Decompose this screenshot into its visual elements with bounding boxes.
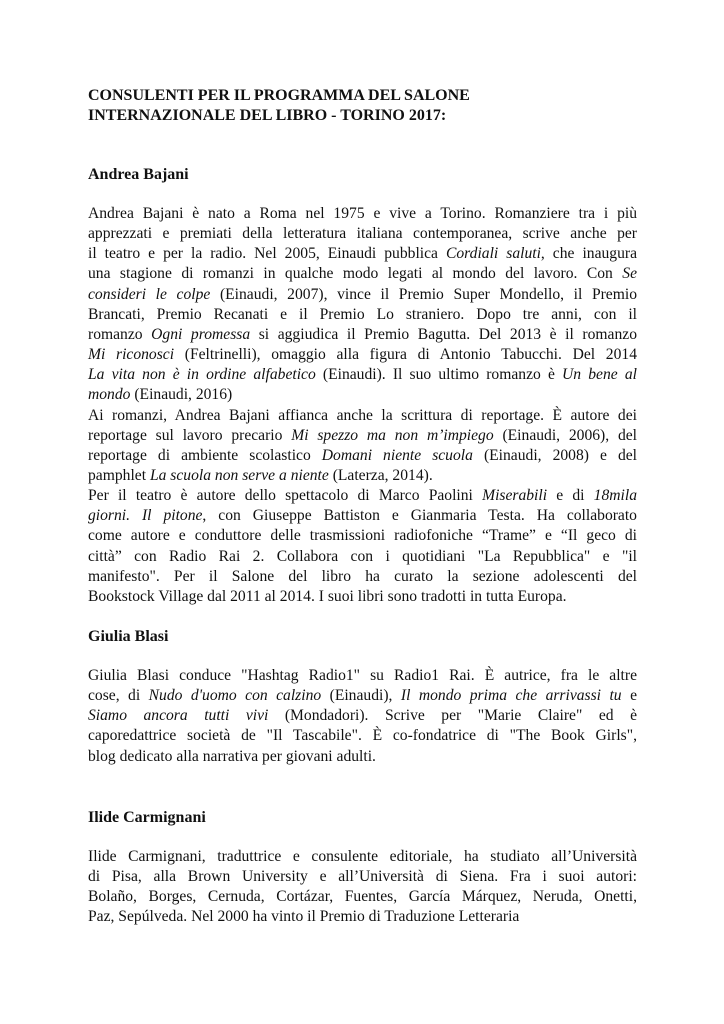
text-line — [88, 486, 637, 506]
italic-title: mondo — [88, 386, 131, 404]
text-line — [88, 686, 637, 706]
text-run: blog dedicato alla narrativa per giovani adulti. — [88, 747, 376, 765]
italic-title: La scuola non serve a niente — [149, 466, 329, 484]
text-run: come autore e conduttore delle trasmissioni radiofoniche “Trame” e “Il geco di — [88, 527, 637, 545]
text-run: reportage di ambiente scolastico — [88, 446, 322, 464]
text-line — [88, 887, 637, 907]
text-line — [88, 867, 637, 887]
section-title-blasi: Giulia Blasi — [88, 628, 169, 645]
italic-title: giorni. Il pitone — [88, 507, 203, 525]
italic-title: Domani niente scuola — [321, 446, 473, 464]
text-line — [88, 345, 637, 365]
italic-title: La vita non è in ordine alfabetico — [88, 366, 316, 384]
italic-title: Nudo d'uomo con calzino — [148, 687, 322, 705]
italic-title: Se — [622, 265, 637, 283]
text-run: (Einaudi, 2006), del — [493, 426, 638, 444]
text-line — [88, 385, 637, 405]
text-run: pamphlet — [88, 466, 150, 484]
text-run: Ai romanzi, Andrea Bajani affianca anche la scrittura di reportage. È autore dei — [88, 406, 637, 424]
text-line — [88, 204, 637, 224]
text-run: Paz, Sepúlveda. Nel 2000 ha vinto il Premio di Traduzione Letteraria — [88, 908, 520, 926]
text-line — [88, 305, 637, 325]
italic-title: Siamo ancora tutti vivi — [88, 707, 269, 725]
text-line — [88, 446, 637, 466]
text-run: cose, di — [88, 687, 149, 705]
text-run: (Einaudi, 2016) — [130, 386, 233, 404]
document-heading — [88, 86, 648, 126]
italic-title: Miserabili — [482, 487, 548, 505]
text-line — [88, 406, 637, 426]
text-run: e di — [547, 487, 594, 505]
section-title-carmignani: Ilide Carmignani — [88, 809, 206, 826]
text-run: (Einaudi, 2007), vince il Premio Super Mondello, il Premio — [210, 285, 637, 303]
text-run: , che inaugura — [540, 245, 637, 263]
text-run: reportage sul lavoro precario — [88, 426, 292, 444]
text-run: il teatro e per la radio. Nel 2005, Einaudi pubblica — [88, 245, 446, 263]
italic-title: Mi spezzo ma non m’impiego — [291, 426, 494, 444]
text-line — [88, 666, 637, 686]
text-run: Bookstock Village dal 2011 al 2014. I suoi libri sono tradotti in tutta Europa. — [88, 587, 567, 605]
heading-line-2: INTERNAZIONALE DEL LIBRO - TORINO 2017: — [88, 107, 447, 124]
text-line — [88, 726, 637, 746]
text-line — [88, 426, 637, 446]
bajani-paragraph-1 — [88, 204, 637, 406]
italic-title: Ogni promessa — [151, 325, 251, 343]
text-run: Andrea Bajani è nato a Roma nel 1975 e vive a Torino. Romanziere tra i più — [88, 205, 637, 222]
italic-title: Il mondo prima che arrivassi tu — [400, 687, 622, 705]
text-run: caporedattrice società de "Il Tascabile". È co-fondatrice di "The Book Girls", — [88, 727, 637, 745]
text-line — [88, 526, 637, 546]
text-line — [88, 706, 637, 726]
text-line — [88, 325, 637, 345]
carmignani-paragraph-1 — [88, 847, 637, 928]
text-run: e — [621, 687, 637, 705]
italic-title: Mi riconosci — [88, 346, 175, 364]
text-run: Ilide Carmignani, traduttrice e consulente editoriale, ha studiato all’Università — [88, 848, 637, 865]
text-line — [88, 747, 637, 767]
text-run: (Einaudi, 2008) e del — [472, 446, 637, 464]
text-line — [88, 264, 637, 284]
text-line — [88, 224, 637, 244]
italic-title: Cordiali saluti — [445, 245, 541, 263]
text-line — [88, 466, 637, 486]
text-run: , con Giuseppe Battiston e Gianmaria Testa. Ha collaborato — [202, 507, 637, 525]
text-run: (Einaudi). Il suo ultimo romanzo è — [315, 366, 563, 384]
text-line — [88, 547, 637, 567]
text-line — [88, 587, 637, 607]
text-run: Giulia Blasi conduce "Hashtag Radio1" su Radio1 Rai. È autrice, fra le altre — [88, 667, 637, 684]
text-run: si aggiudica il Premio Bagutta. Del 2013 è il romanzo — [250, 325, 637, 343]
text-run: Per il teatro è autore dello spettacolo di Marco Paolini — [88, 487, 483, 505]
italic-title: 18mila — [593, 487, 637, 505]
italic-title: Un bene al — [562, 366, 637, 384]
text-line — [88, 365, 637, 385]
text-run: (Laterza, 2014). — [328, 466, 433, 484]
heading-line-1: CONSULENTI PER IL PROGRAMMA DEL SALONE — [88, 87, 470, 104]
text-run: romanzo — [88, 325, 152, 343]
text-run: (Einaudi), — [321, 687, 401, 705]
text-line — [88, 907, 637, 927]
text-line — [88, 285, 637, 305]
text-run: città” con Radio Rai 2. Collabora con i quotidiani "La Repubblica" e "il — [88, 547, 637, 565]
text-run: (Mondadori). Scrive per "Marie Claire" ed è — [268, 707, 637, 725]
text-run: apprezzati e premiati della letteratura italiana contemporanea, scrive anche per — [88, 225, 637, 243]
bajani-paragraph-2 — [88, 406, 637, 487]
text-line — [88, 847, 637, 867]
text-run: di Pisa, alla Brown University e all’Università di Siena. Fra i suoi autori: — [88, 868, 637, 886]
text-run: Bolaño, Borges, Cernuda, Cortázar, Fuentes, García Márquez, Neruda, Onetti, — [88, 888, 637, 906]
text-run: Brancati, Premio Recanati e il Premio Lo straniero. Dopo tre anni, con il — [88, 305, 637, 323]
text-line — [88, 506, 637, 526]
text-run: (Feltrinelli), omaggio alla figura di Antonio Tabucchi. Del 2014 — [174, 346, 637, 364]
text-line — [88, 244, 637, 264]
text-run: una stagione di romanzi in qualche modo legati al mondo del lavoro. Con — [88, 265, 623, 283]
text-run: manifesto". Per il Salone del libro ha curato la sezione adolescenti del — [88, 567, 637, 585]
section-title-bajani: Andrea Bajani — [88, 166, 189, 183]
bajani-paragraph-3 — [88, 486, 637, 607]
text-line — [88, 567, 637, 587]
italic-title: consideri le colpe — [88, 285, 211, 303]
blasi-paragraph-1 — [88, 666, 637, 767]
